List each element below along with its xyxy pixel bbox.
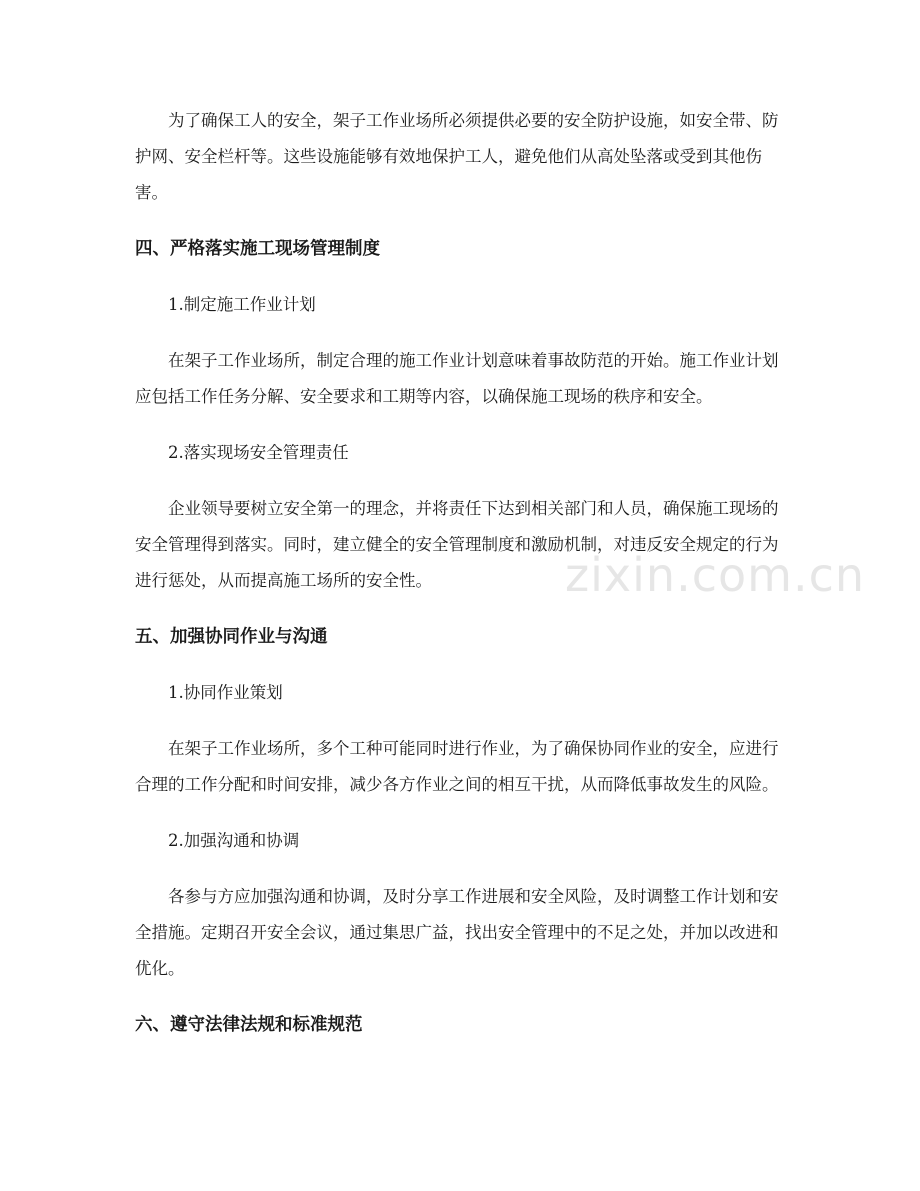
paragraph: 企业领导要树立安全第一的理念，并将责任下达到相关部门和人员，确保施工现场的安全管理得到落实。同时，建立健全的安全管理制度和激励机制，对违反安全规定的行为进行惩处，从而提高施工场所的安全性。 [135,499,779,590]
section-heading: 五、加强协同作业与沟通 [135,627,328,647]
paragraph: 在架子工作业场所，多个工种可能同时进行作业，为了确保协同作业的安全，应进行合理的工作分配和时间安排，减少各方作业之间的相互干扰，从而降低事故发生的风险。 [135,739,779,794]
subsection-title: 2.加强沟通和协调 [168,831,300,850]
section-heading: 六、遵守法律法规和标准规范 [135,1015,363,1035]
subsection-title: 1.制定施工作业计划 [168,295,316,314]
paragraph: 在架子工作业场所，制定合理的施工作业计划意味着事故防范的开始。施工作业计划应包括工作任务分解、安全要求和工期等内容，以确保施工现场的秩序和安全。 [135,351,779,406]
document-body [135,103,785,1043]
paragraph: 为了确保工人的安全，架子工作业场所必须提供必要的安全防护设施，如安全带、防护网、安全栏杆等。这些设施能够有效地保护工人，避免他们从高处坠落或受到其他伤害。 [135,111,779,202]
subsection-title: 2.落实现场安全管理责任 [168,443,349,462]
paragraph: 各参与方应加强沟通和协调，及时分享工作进展和安全风险，及时调整工作计划和安全措施。定期召开安全会议，通过集思广益，找出安全管理中的不足之处，并加以改进和优化。 [135,887,779,978]
subsection-title: 1.协同作业策划 [168,683,283,702]
section-heading: 四、严格落实施工现场管理制度 [135,239,380,259]
watermark: zixin.com.cn [565,548,866,602]
